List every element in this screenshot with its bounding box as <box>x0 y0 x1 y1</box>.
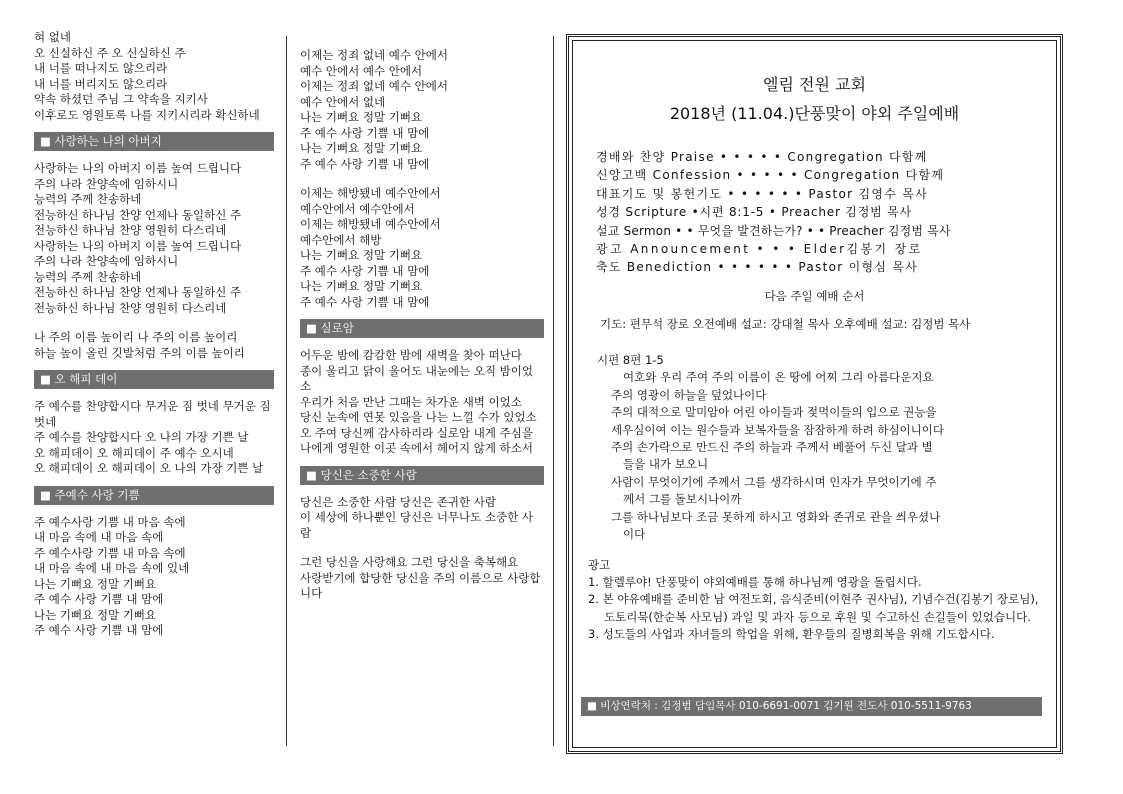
lyric-line: 당신은 소중한 사람 당신은 존귀한 사람 <box>300 494 497 509</box>
intro-lyrics <box>34 30 274 123</box>
scripture-line: 세우심이여 이는 원수들과 보복자들을 잠잠하게 하려 하심이니이다 <box>611 422 944 437</box>
lyric-line: 오 해피데이 오 해피데이 주 예수 오시네 <box>34 445 234 460</box>
order-item: 경배와 찬양 Praise • • • • • Congregation 다함께 <box>596 150 928 164</box>
lyric-line: 전능하신 하나님 찬양 영원히 다스리네 <box>34 223 227 237</box>
scripture-line: 주의 손가락으로 만드신 주의 하늘과 주께서 베풀어 두신 달과 별 <box>611 440 933 455</box>
lyric-line: 주의 나라 찬양속에 임하시니 <box>34 176 179 191</box>
lyric-line: 나 주의 이름 높이리 나 주의 이름 높이리 <box>34 330 238 344</box>
column-2 <box>300 48 544 602</box>
lyric-line: 주 예수사랑 기쁨 내 마음 속에 <box>34 514 186 529</box>
lyric-line: 이제는 정죄 없네 예수 안에서 <box>300 48 448 62</box>
announcement-item: 3. 성도들의 사업과 자녀들의 학업을 위해, 환우들의 질병회복을 위해 기도합시다. <box>588 626 995 641</box>
scripture-line: 주의 대적으로 말미암아 어린 아이들과 젖먹이들의 입으로 권능을 <box>611 405 937 420</box>
lyric-line: 오 주여 당신께 감사하리라 실로암 내게 주심을 <box>300 425 534 440</box>
lyric-line: 오 해피데이 오 해피데이 오 나의 가장 기쁜 날 <box>34 461 264 475</box>
scripture-reference: 시편 8편 1-5 <box>597 353 664 367</box>
lyric-line: 오 신실하신 주 오 신실하신 주 <box>34 45 186 60</box>
lyric-line: 하늘 높이 올린 깃발처럼 주의 이름 높이리 <box>34 345 245 360</box>
scripture-line: 여호와 우리 주여 주의 이름이 온 땅에 어찌 그리 아름다운지요 <box>623 370 934 385</box>
lyric-line: 전능하신 하나님 찬양 언제나 동일하신 주 <box>34 207 242 222</box>
song-lyrics-precious-person <box>300 495 544 602</box>
announcement-item: 1. 할렐루야! 단풍맞이 야외예배를 통해 하나님께 영광을 돌립시다. <box>588 575 922 590</box>
order-item: 설교 Sermon • • 무엇을 발견하는가? • • Preacher 김정범 목사 <box>596 223 951 238</box>
lyric-line: 내 마음 속에 내 마음 속에 있네 <box>34 561 190 575</box>
song-lyrics-loving-father <box>34 161 274 361</box>
order-item: 성경 Scripture •시편 8:1-5 • Preacher 김정범 목사 <box>596 205 912 220</box>
song-header-precious-person: ■ 당신은 소중한 사람 <box>300 466 544 485</box>
lyrics-no-condemnation <box>300 48 544 172</box>
scripture-line: 께서 그를 돌보시나이까 <box>623 492 742 507</box>
scripture-line: 이다 <box>623 527 646 542</box>
church-name: 엘림 전원 교회 <box>763 75 866 94</box>
song-lyrics-siloam <box>300 348 544 457</box>
emergency-contact-bar: ■ 비상연락처 : 김정범 담임목사 010-6691-0071 김기원 전도사 010-5511-9763 <box>581 697 1042 716</box>
lyric-line: 나는 기뻐요 정말 기뻐요 <box>300 110 423 124</box>
lyric-line: 어두운 밤에 캄캄한 밤에 새벽을 찾아 떠난다 <box>300 348 522 362</box>
lyric-line: 능력의 주께 찬송하네 <box>34 192 142 206</box>
lyric-line: 주 예수 사랑 기쁨 내 맘에 <box>300 156 430 171</box>
lyric-line: 내 너를 떠나지도 않으리라 <box>34 61 168 75</box>
next-week-title: 다음 주일 예배 순서 <box>764 289 865 303</box>
lyric-line: 이제는 정죄 없네 예수 안에서 <box>300 79 448 93</box>
lyric-line: 전능하신 하나님 찬양 언제나 동일하신 주 <box>34 285 242 299</box>
column-divider <box>286 36 287 746</box>
next-week-schedule: 기도: 편무석 장로 오전예배 설교: 강대철 목사 오후예배 설교: 김정범 목사 <box>600 317 971 331</box>
announcements <box>588 557 1048 643</box>
lyric-line: 나는 기뻐요 정말 기뻐요 <box>300 279 423 293</box>
order-item: 대표기도 및 봉헌기도 • • • • • • Pastor 김영수 목사 <box>596 186 929 201</box>
lyric-line: 예수안에서 해방 <box>300 232 382 247</box>
lyric-line: 주 예수 사랑 기쁨 내 맘에 <box>34 592 164 606</box>
lyric-line: 이 세상에 하나뿐인 당신은 너무나도 소중한 사람 <box>300 510 534 540</box>
lyric-line: 이제는 해방됐네 예수안에서 <box>300 217 441 231</box>
lyric-line: 주 예수 사랑 기쁨 내 맘에 <box>300 125 430 140</box>
column-divider <box>553 36 554 746</box>
song-header-loving-father: ■ 사랑하는 나의 아버지 <box>34 132 274 151</box>
lyric-line: 주 예수사랑 기쁨 내 마음 속에 <box>34 545 186 560</box>
lyric-line: 예수 안에서 예수 안에서 <box>300 63 423 78</box>
lyric-line: 예수안에서 예수안에서 <box>300 201 415 216</box>
lyric-line: 내 너를 버리지도 않으리라 <box>34 76 168 91</box>
song-lyrics-oh-happy-day <box>34 399 274 477</box>
order-item: 축도 Benediction • • • • • • Pastor 이형심 목사 <box>596 260 919 275</box>
song-header-siloam: ■ 실로암 <box>300 319 544 338</box>
lyric-line: 전능하신 하나님 찬양 영원히 다스리네 <box>34 300 227 315</box>
scripture-line: 들을 내가 보오니 <box>623 457 709 472</box>
lyric-line: 주의 나라 찬양속에 임하시니 <box>34 254 179 268</box>
lyric-line: 약속 하셨던 주님 그 약속을 지키사 <box>34 92 208 106</box>
lyric-line: 우리가 처음 만난 그때는 차가운 새벽 이었소 <box>300 394 522 409</box>
lyric-line: 내 마음 속에 내 마음 속에 <box>34 530 164 544</box>
lyric-line: 이후로도 영원토록 나를 지키시리라 확신하네 <box>34 107 260 122</box>
announcement-item: 2. 본 야유예배를 준비한 남 여전도회, 음식준비(이현주 권사님), 기념수건(김봉기 장로님), 도토리묵(한순복 사모님) 과일 및 과자 등으로 후원 및 수고하신 손길들이 있었습니다. <box>588 592 1039 624</box>
lyric-line: 나는 기뻐요 정말 기뻐요 <box>300 248 423 262</box>
column-1 <box>34 30 274 639</box>
order-item: 신앙고백 Confession • • • • • Congregation 다함께 <box>596 168 945 183</box>
scripture-line: 주의 영광이 하늘을 덮었나이다 <box>611 387 767 402</box>
lyric-line: 예수 안에서 없네 <box>300 94 386 109</box>
lyric-line: 사랑하는 나의 아버지 이름 높여 드립니다 <box>34 161 242 175</box>
lyric-line: 사랑하는 나의 아버지 이름 높여 드립니다 <box>34 238 242 253</box>
lyric-line: 나에게 영원한 이곳 속에서 헤어지 않게 하소서 <box>300 441 534 455</box>
lyric-line: 능력의 주께 찬송하네 <box>34 269 142 284</box>
lyric-line: 주 예수 사랑 기쁨 내 맘에 <box>34 623 164 637</box>
lyrics-freedom <box>300 186 544 310</box>
lyric-line: 사랑받기에 합당한 당신을 주의 이름으로 사랑합니다 <box>300 570 541 600</box>
lyric-line: 나는 기뻐요 정말 기뻐요 <box>34 576 157 591</box>
order-item: 광고 Announcement • • • Elder김봉기 장로 <box>596 242 923 257</box>
scripture-line: 그를 하나님보다 조금 못하게 하시고 영화와 존귀로 관을 씌우셨나 <box>611 509 941 524</box>
order-of-worship <box>596 148 1036 277</box>
lyric-line: 주 예수 사랑 기쁨 내 맘에 <box>300 294 430 309</box>
lyric-line: 주 예수를 찬양합시다 무거운 짐 벗네 무거운 짐 벗네 <box>34 399 271 429</box>
service-title: 2018년 (11.04.)단풍맞이 야외 주일예배 <box>669 104 960 123</box>
scripture-line: 사람이 무엇이기에 주께서 그를 생각하시며 인자가 무엇이기에 주 <box>611 474 937 489</box>
announcement-title: 광고 <box>588 558 611 572</box>
scripture-passage <box>597 352 1047 543</box>
song-header-jesus-love-joy: ■ 주예수 사랑 기쁨 <box>34 486 274 505</box>
lyric-line: 나는 기뻐요 정말 기뻐요 <box>300 141 423 155</box>
lyric-line: 당신 눈속에 연못 있음을 나는 느낄 수가 있었소 <box>300 410 537 424</box>
lyric-line: 주 예수 사랑 기쁨 내 맘에 <box>300 263 430 278</box>
lyric-line: 주 예수를 찬양합시다 오 나의 가장 기쁜 날 <box>34 430 249 444</box>
lyric-line: 그런 당신을 사랑해요 그런 당신을 축복해요 <box>300 555 519 569</box>
lyric-line: 나는 기뻐요 정말 기뻐요 <box>34 607 157 622</box>
song-lyrics-jesus-love-joy <box>34 515 274 639</box>
lyric-line: 혀 없네 <box>34 30 71 44</box>
lyric-line: 종이 울리고 닭이 울어도 내눈에는 오직 밤이었소 <box>300 363 534 393</box>
lyric-line: 이제는 해방됐네 예수안에서 <box>300 186 441 200</box>
song-header-oh-happy-day: ■ 오 해피 데이 <box>34 370 274 389</box>
